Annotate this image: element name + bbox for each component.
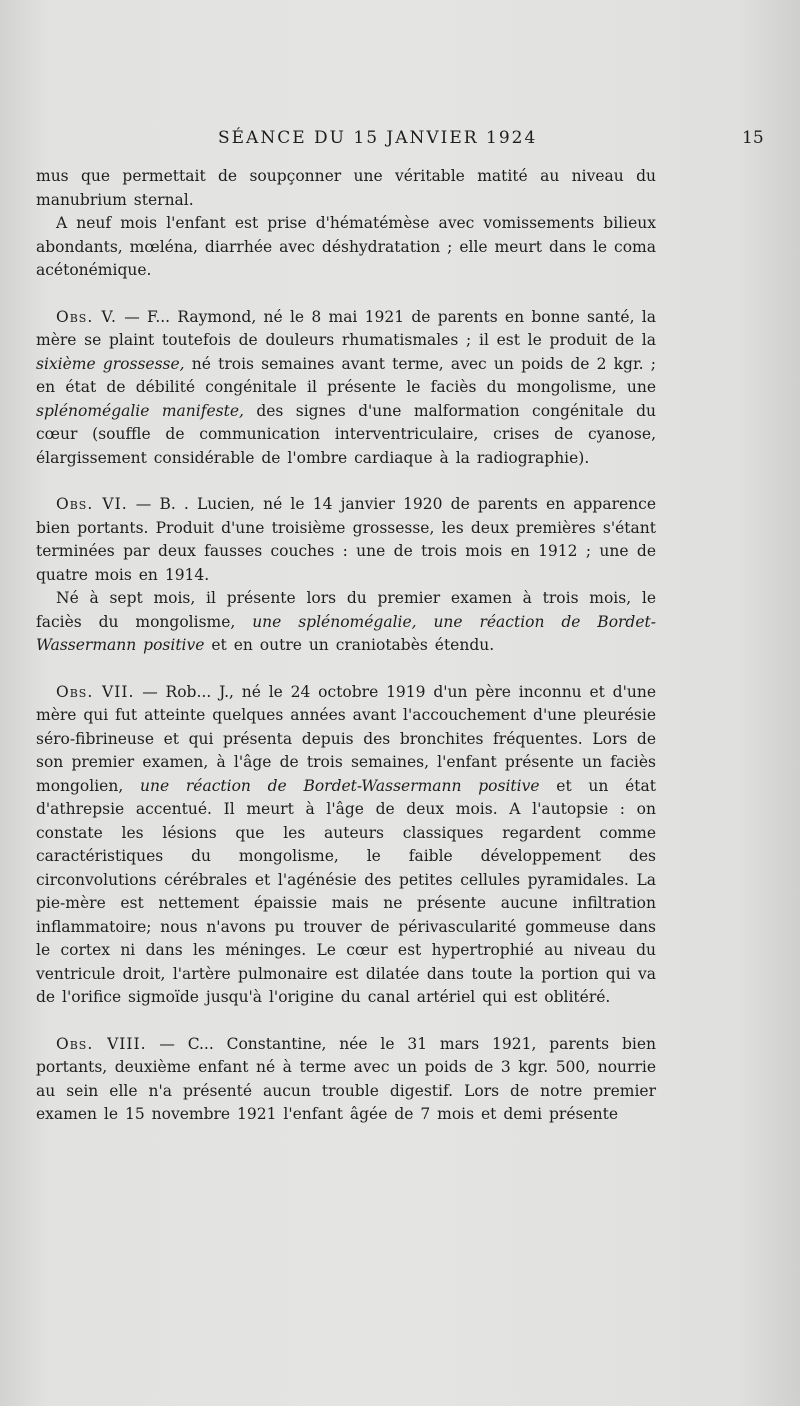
obs-label: Obs. VIII. xyxy=(56,1034,147,1053)
observation-5 xyxy=(36,306,656,471)
paragraph-continuation: mus que permettait de soupçonner une véritable matité au niveau du manubrium sternal. xyxy=(36,167,656,209)
observation-6 xyxy=(36,493,656,587)
observation-7 xyxy=(36,681,656,1010)
obs-emphasis: une splénomégalie, une réaction de Bordet-Wassermann positive xyxy=(36,612,656,654)
obs-text: — Rob... J., né le 24 octobre 1919 d'un père inconnu et d'une mère qui fut atteinte quelques années avant l'accouchement d'une pleurésie séro-fibrineuse et qui présenta depuis des bronchites fréquentes. Lors de son premier examen, à l'âge de trois semaines, l'enfant présente un faciès mongolien, xyxy=(36,682,657,795)
running-header xyxy=(0,128,800,158)
observation-6-cont xyxy=(36,587,656,658)
obs-emphasis: splénomégalie manifeste, xyxy=(36,401,244,420)
body-text xyxy=(36,165,656,1127)
observation-8 xyxy=(36,1033,656,1127)
obs-emphasis: une réaction de Bordet-Wassermann positive xyxy=(140,776,540,795)
header-title: SÉANCE DU 15 JANVIER 1924 xyxy=(218,128,538,148)
obs-label: Obs. VI. xyxy=(56,495,128,513)
obs-text: né trois semaines avant terme, avec un poids de 2 kgr. ; en état de débilité congénitale il présente le faciès du mongolisme, une xyxy=(36,354,656,396)
paragraph-hematemesis: A neuf mois l'enfant est prise d'hématémèse avec vomissements bilieux abondants, mœléna, diarrhée avec déshydratation ; elle meurt dans le coma acétonémique. xyxy=(36,214,656,279)
obs-text: — C... Constantine, née le 31 mars 1921, parents bien portants, deuxième enfant né à terme avec un poids de 3 kgr. 500, nourrie au sein elle n'a présenté aucun trouble digestif. Lors de notre premier examen le 15 novembre 1921 l'enfant âgée de 7 mois et demi présente xyxy=(36,1034,656,1123)
obs-label: Obs. V. xyxy=(56,307,117,326)
obs-label: Obs. VII. xyxy=(56,682,135,701)
obs-emphasis: sixième grossesse, xyxy=(36,354,185,373)
obs-text: — B. . Lucien, né le 14 janvier 1920 de parents en apparence bien portants. Produit d'une troisième grossesse, les deux premières s'étant terminées par deux fausses couches : une de trois mois en 1912 ; une de quatre mois en 1914. xyxy=(36,495,656,584)
obs-text: — F... Raymond, né le 8 mai 1921 de parents en bonne santé, la mère se plaint toutefois de douleurs rhumatismales ; il est le produit de la xyxy=(36,307,656,349)
obs-text: des signes d'une malformation congénitale du cœur (souffle de communication interventriculaire, crises de cyanose, élargissement considérable de l'ombre cardiaque à la radiographie). xyxy=(36,401,656,467)
obs-text: Né à sept mois, il présente lors du premier examen à trois mois, le faciès du mongolisme, xyxy=(36,589,656,631)
obs-text: et en outre un craniotabès étendu. xyxy=(204,636,495,654)
obs-text: et un état d'athrepsie accentué. Il meurt à l'âge de deux mois. A l'autopsie : on constate les lésions que les auteurs classiques regardent comme caractéristiques du mongolisme, le faible développement des circonvolutions cérébrales et l'agénésie des petites cellules pyramidales. La pie-mère est nettement épaissie mais ne présente aucune infiltration inflammatoire; nous n'avons pu trouver de périvascularité gommeuse dans le cortex ni dans les méninges. Le cœur est hypertrophié au niveau du ventricule droit, l'artère pulmonaire est dilatée dans toute la portion qui va de l'orifice sigmoïde jusqu'à l'origine du canal artériel qui est oblitéré. xyxy=(36,776,656,1006)
page-number: 15 xyxy=(742,128,764,148)
